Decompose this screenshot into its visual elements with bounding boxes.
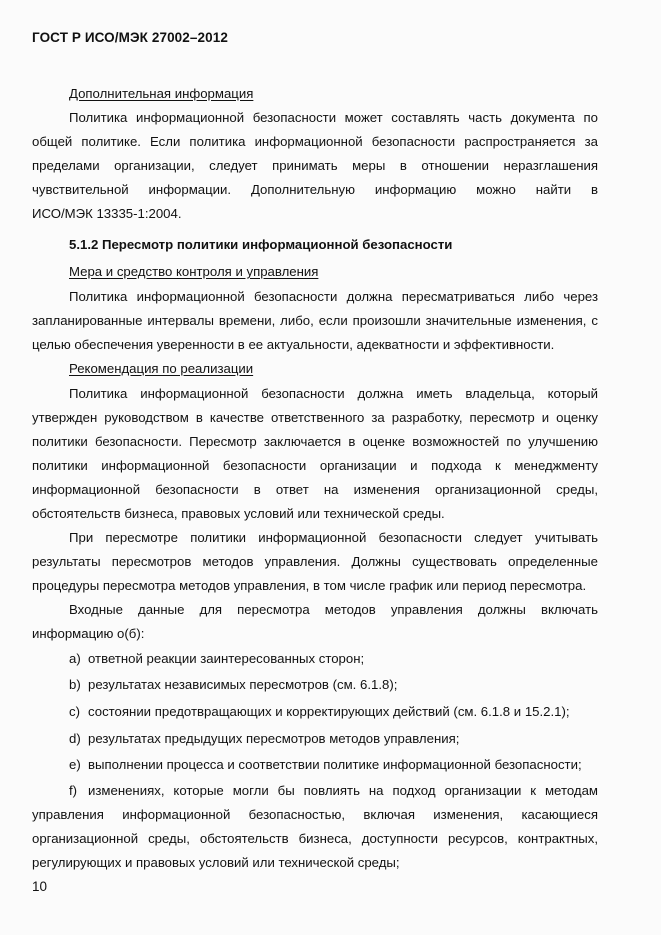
section-title: 5.1.2 Пересмотр политики информационной безопасности <box>69 237 453 252</box>
list-item-letter: d) <box>69 731 81 746</box>
text-line: управления информационной безопасностью, включая изменения, касающиеся <box>32 807 598 822</box>
list-item-letter: f) <box>69 783 78 798</box>
document-header: ГОСТ Р ИСО/МЭК 27002–2012 <box>32 30 228 45</box>
subheading-control: Мера и средство контроля и управления <box>69 264 319 279</box>
text-line: политики безопасности. Пересмотр заключается в оценке возможностей по улучшению <box>32 434 598 449</box>
text-line: изменениях, которые могли бы повлиять на подход организации к методам <box>88 783 598 798</box>
text-line: Входные данные для пересмотра методов управления должны включать <box>69 602 598 617</box>
text-line: пределами организации, следует принимать меры в отношении неразглашения <box>32 158 598 173</box>
list-item-letter: c) <box>69 704 80 719</box>
list-item-text: выполнении процесса и соответствии политике информационной безопасности; <box>88 757 582 772</box>
text-line: информационной безопасности в ответ на изменения организационной среды, <box>32 482 598 497</box>
list-item-text: ответной реакции заинтересованных сторон; <box>88 651 365 666</box>
text-line: утвержден руководством в качестве ответственного за разработку, пересмотр и оценку <box>32 410 598 425</box>
text-line: обстоятельств бизнеса, правовых условий или технической среды. <box>32 506 445 521</box>
text-line: информацию о(б): <box>32 626 145 641</box>
list-item-text: результатах предыдущих пересмотров методов управления; <box>88 731 460 746</box>
text-line: процедуры пересмотра методов управления, в том числе график или период пересмотра. <box>32 578 587 593</box>
list-item-letter: b) <box>69 677 81 692</box>
list-item-text: состоянии предотвращающих и корректирующих действий (см. 6.1.8 и 15.2.1); <box>88 704 570 719</box>
list-item-letter: a) <box>69 651 81 666</box>
text-line: При пересмотре политики информационной безопасности следует учитывать <box>69 530 598 545</box>
text-line: общей политике. Если политика информационной безопасности распространяется за <box>32 134 598 149</box>
text-line: регулирующих и правовых условий или технической среды; <box>32 855 400 870</box>
text-line: ИСО/МЭК 13335-1:2004. <box>32 206 182 221</box>
list-item-letter: e) <box>69 757 81 772</box>
text-line: Политика информационной безопасности должна иметь владельца, который <box>69 386 598 401</box>
subheading-additional-info: Дополнительная информация <box>69 86 254 101</box>
list-item-text: результатах независимых пересмотров (см. 6.1.8); <box>88 677 398 692</box>
text-line: чувствительной информации. Дополнительную информацию можно найти в <box>32 182 598 197</box>
subheading-guidance: Рекомендация по реализации <box>69 361 254 376</box>
text-line: политики информационной безопасности организации и подхода к менеджменту <box>32 458 598 473</box>
text-line: Политика информационной безопасности должна пересматриваться либо через <box>69 289 598 304</box>
text-line: целью обеспечения уверенности в ее актуальности, адекватности и эффективности. <box>32 337 555 352</box>
text-line: организационной среды, обстоятельств бизнеса, доступности ресурсов, контрактных, <box>32 831 598 846</box>
text-line: результаты пересмотров методов управления. Должны существовать определенные <box>32 554 598 569</box>
text-line: Политика информационной безопасности может составлять часть документа по <box>69 110 598 125</box>
page-number: 10 <box>32 879 48 894</box>
text-line: запланированные интервалы времени, либо, если произошли значительные изменения, с <box>32 313 598 328</box>
